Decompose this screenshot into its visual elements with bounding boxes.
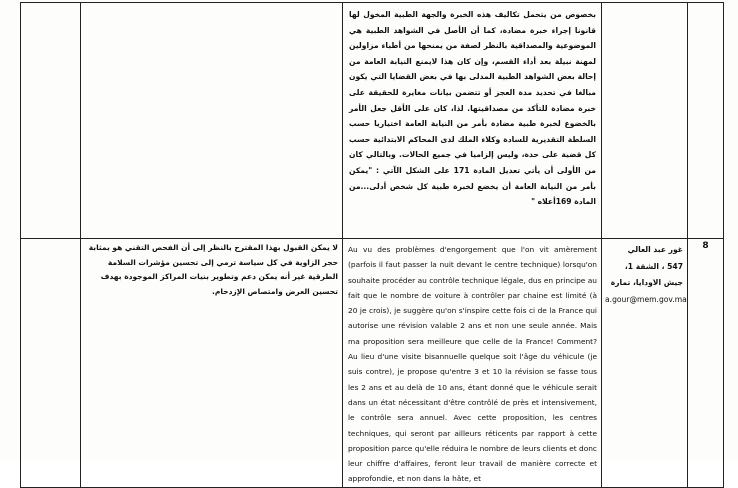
empty-cell — [21, 239, 81, 488]
comment-cell — [343, 3, 602, 239]
author-name: غور عبد العالي — [627, 245, 683, 254]
response-text: لا يمكن القبول بهذا المقترح بالنظر إلى أن الفحص التقني هو بمثابة حجر الزاوية في كل سياسة ترمي إلى تحسين مؤشرات السلامة الطرقية غير أنه يمكن دعم وتطوير بنيات المراكز الموجودة بهدف تحسين العرض وامتصاص الإزدحام. — [88, 243, 338, 296]
empty-cell — [21, 3, 81, 239]
author-email: a.gour@mem.gov.ma — [605, 294, 687, 304]
author-block — [602, 239, 687, 308]
comment-cell — [343, 239, 602, 488]
table-row — [21, 239, 724, 488]
comment-text-arabic: بخصوص من يتحمل تكاليف هذه الخبرة والجهة الطبية المخول لها قانونا إجراء خبرة مضادة، كما أن الأصل في الشواهد الطبية هي الموضوعية والمصداقية بالنظر لصفة من يمنحها من أطباء مزاولين لمهنة نبيلة بعد أداء القسم، وإن كان هذا لايمنع النيابة العامة من إحالة بعض الشواهد الطبية المدلى بها في بعض القضايا التي يكون مبالغا في تحديد مدة العجز أو تتضمن بيانات مغايرة للحقيقة على خبرة مضادة للتأكد من مصداقيتها. لذا، كان على الأقل جعل الأمر بالخضوع لخبرة طبية مضادة بأمر من النيابة العامة اختياريا حسب السلطة التقديرية للسادة وكلاء الملك لدى المحاكم الابتدائية حسب كل قضية على حدة، وليس إلزاميا في جميع الحالات. وبالتالي كان من الأولى أن يأتي تعديل المادة 171 على الشكل الآتي : "يمكن بأمر من النيابة العامة أن يخضع لخبرة طبية كل شخص أدلى...من المادة 169أعلاه " — [349, 10, 596, 207]
table-row — [21, 3, 724, 239]
response-cell — [81, 3, 343, 239]
author-cell — [602, 239, 688, 488]
comment-text-french: Au vu des problèmes d'engorgement que l'on vit amèrement (parfois il faut passer la nuit devant le centre technique) lorsqu'on souhaite procéder au contrôle technique légale, dus en principe au fait que le nombre de voiture à contrôler par chaine est limité (à 20 je crois), je suggère qu'on s'inspire cette fois ci de la France qui autorise une révision valable 2 ans et non une seule année. Mais ma proposition sera meilleure que celle de la France! Comment? Au lieu d'une visite bisannuelle quelque soit l'âge du véhicule (je suis contre), je propose qu'entre 3 et 10 la révision se fasse tous les 2 ans et au delà de 10 ans, étant donné que le véhicule serait dans un état nécessitant d'être contrôlé de près et intensivement, le contrôle sera annuel. Avec cette proposition, les centres techniques, qui seront par ailleurs réticents par rapport à cette proposition parce qu'elle réduira le nombre de leurs clients et donc leur chiffre d'affaires, feront leur travail de manière correcte et approfondie, et non dans la hâte, et — [348, 245, 597, 484]
response-cell — [81, 239, 343, 488]
author-cell — [602, 3, 688, 239]
number-cell — [688, 3, 724, 239]
comments-table — [20, 2, 724, 488]
number-cell — [688, 239, 724, 488]
row-number: 8 — [702, 241, 709, 251]
author-address: 547 ، الشقة 1، جيش الاودايا، تمارة — [610, 261, 683, 287]
